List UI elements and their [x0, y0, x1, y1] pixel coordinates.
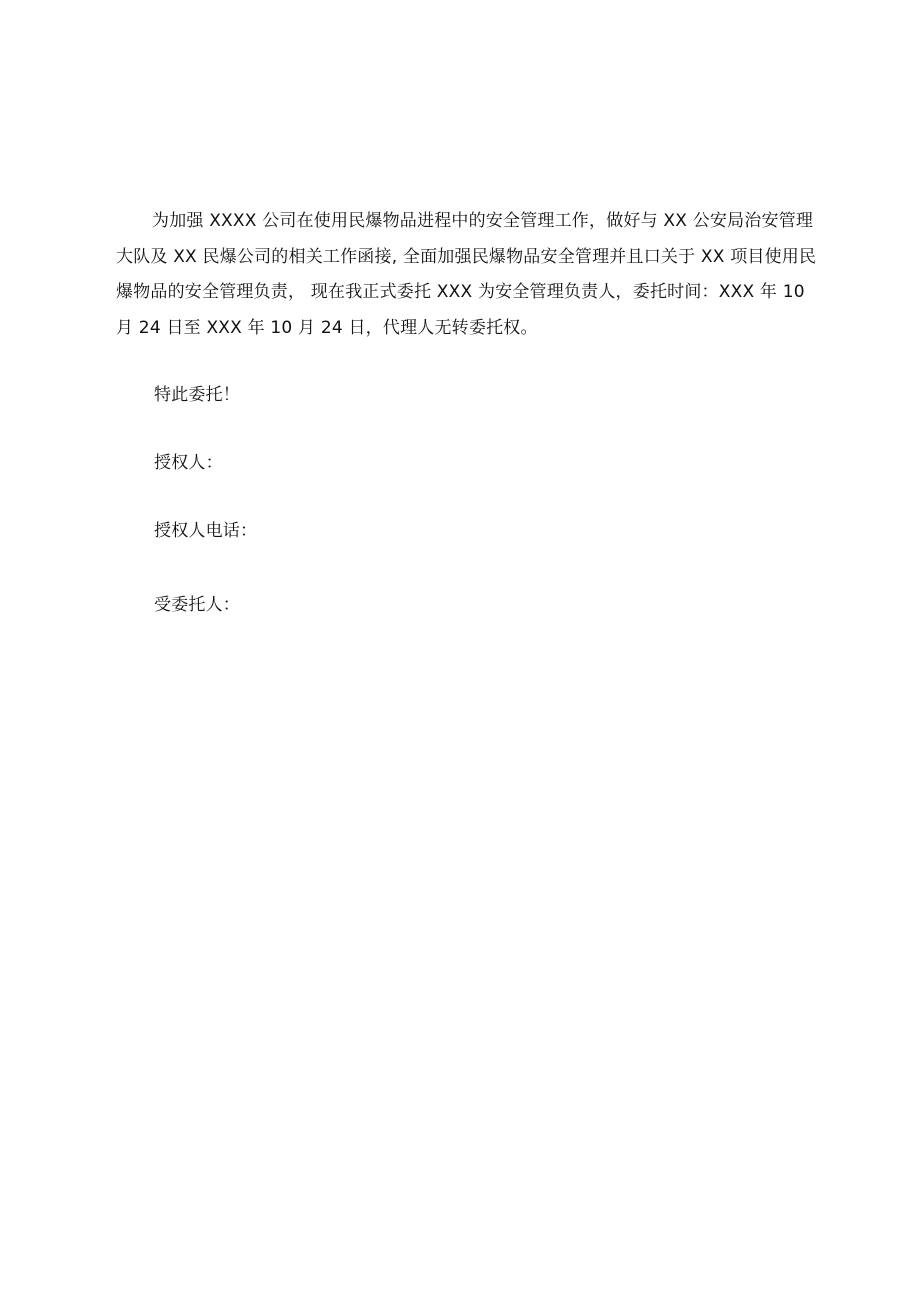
paragraph-line-2: 大队及 XX 民爆公司的相关工作函接, 全面加强民爆物品安全管理并且口关于 XX 项目使用民 — [116, 246, 817, 267]
closing-statement: 特此委托！ — [154, 385, 240, 405]
paragraph-line-4: 月 24 日至 XXX 年 10 月 24 日，代理人无转委托权。 — [116, 317, 538, 338]
grantor-phone-label: 授权人电话： — [154, 521, 258, 541]
grantor-label: 授权人： — [154, 453, 223, 473]
paragraph-line-3: 爆物品的安全管理负责， 现在我正式委托 XXX 为安全管理负责人，委托时间：XXX 年 10 — [116, 282, 805, 302]
authorization-paragraph — [116, 204, 817, 346]
trustee-label: 受委托人： — [154, 595, 240, 615]
paragraph-line-1: 为加强 XXXX 公司在使用民爆物品进程中的安全管理工作，做好与 XX 公安局治安管理 — [152, 211, 814, 231]
